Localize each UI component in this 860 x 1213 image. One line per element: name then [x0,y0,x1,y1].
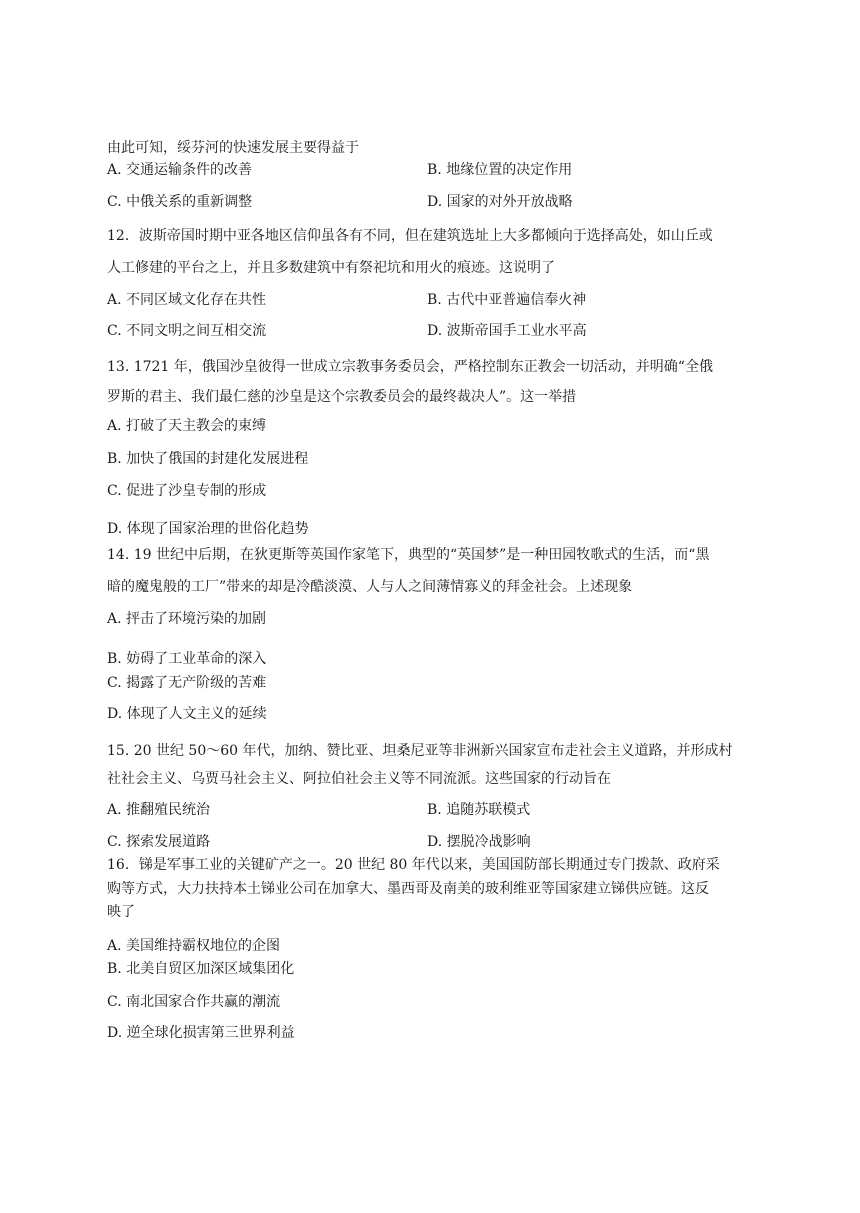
q15-option-b: B. 追随苏联模式 [427,802,531,818]
q15-option-d: D. 摆脱冷战影响 [427,834,531,850]
q13-option-c: C. 促进了沙皇专制的形成 [107,483,267,499]
q14-option-b: B. 妨碍了工业革命的深入 [107,651,267,667]
q11-stem-tail: 由此可知，绥芬河的快速发展主要得益于 [107,140,359,156]
q11-option-a: A. 交通运输条件的改善 [107,162,253,178]
q16-option-a: A. 美国维持霸权地位的企图 [107,938,281,954]
q13-option-a: A. 打破了天主教会的束缚 [107,418,267,434]
q14-option-c: C. 揭露了无产阶级的苦难 [107,675,267,691]
q11-option-b: B. 地缘位置的决定作用 [427,162,573,178]
q15-option-a: A. 推翻殖民统治 [107,802,211,818]
q13-option-d: D. 体现了国家治理的世俗化趋势 [107,521,309,537]
q13-stem-line2: 罗斯的君主、我们最仁慈的沙皇是这个宗教委员会的最终裁决人”。这一举措 [107,389,577,405]
q13-option-b: B. 加快了俄国的封建化发展进程 [107,451,309,467]
q13-stem-line1: 13. 1721 年，俄国沙皇彼得一世成立宗教事务委员会，严格控制东正教会一切活动，并明确“全俄 [107,359,713,375]
q14-option-a: A. 抨击了环境污染的加剧 [107,611,267,627]
q15-stem-line1: 15. 20 世纪 50～60 年代，加纳、赞比亚、坦桑尼亚等非洲新兴国家宣布走社会主义道路，并形成村 [107,743,733,759]
q11-option-c: C. 中俄关系的重新调整 [107,194,253,210]
q14-stem-line1: 14. 19 世纪中后期，在狄更斯等英国作家笔下，典型的“英国梦”是一种田园牧歌式的生活，而“黑 [107,547,710,563]
q12-option-a: A. 不同区域文化存在共性 [107,292,267,308]
q15-stem-line2: 社社会主义、乌贾马社会主义、阿拉伯社会主义等不同流派。这些国家的行动旨在 [107,771,611,787]
q12-option-d: D. 波斯帝国手工业水平高 [427,323,587,339]
q16-option-c: C. 南北国家合作共赢的潮流 [107,994,281,1010]
q14-stem-line2: 暗的魔鬼般的工厂”带来的却是冷酷淡漠、人与人之间薄情寡义的拜金社会。上述现象 [107,579,633,595]
q16-stem-line2: 购等方式，大力扶持本土锑业公司在加拿大、墨西哥及南美的玻利维亚等国家建立锑供应链。这反 [107,881,709,897]
q11-option-d: D. 国家的对外开放战略 [427,194,573,210]
q16-option-b: B. 北美自贸区加深区域集团化 [107,961,295,977]
q12-option-b: B. 古代中亚普遍信奉火神 [427,292,587,308]
q16-stem-line1: 16．锑是军事工业的关键矿产之一。20 世纪 80 年代以来，美国国防部长期通过专门拨款、政府采 [107,857,720,873]
q16-option-d: D. 逆全球化损害第三世界利益 [107,1025,295,1041]
q12-stem-line1: 12．波斯帝国时期中亚各地区信仰虽各有不同，但在建筑选址上大多都倾向于选择高处，如山丘或 [107,228,713,244]
q16-stem-line3: 映了 [107,904,135,920]
q14-option-d: D. 体现了人文主义的延续 [107,706,267,722]
q12-option-c: C. 不同文明之间互相交流 [107,323,267,339]
q12-stem-line2: 人工修建的平台之上，并且多数建筑中有祭祀坑和用火的痕迹。这说明了 [107,260,555,276]
q15-option-c: C. 探索发展道路 [107,834,211,850]
